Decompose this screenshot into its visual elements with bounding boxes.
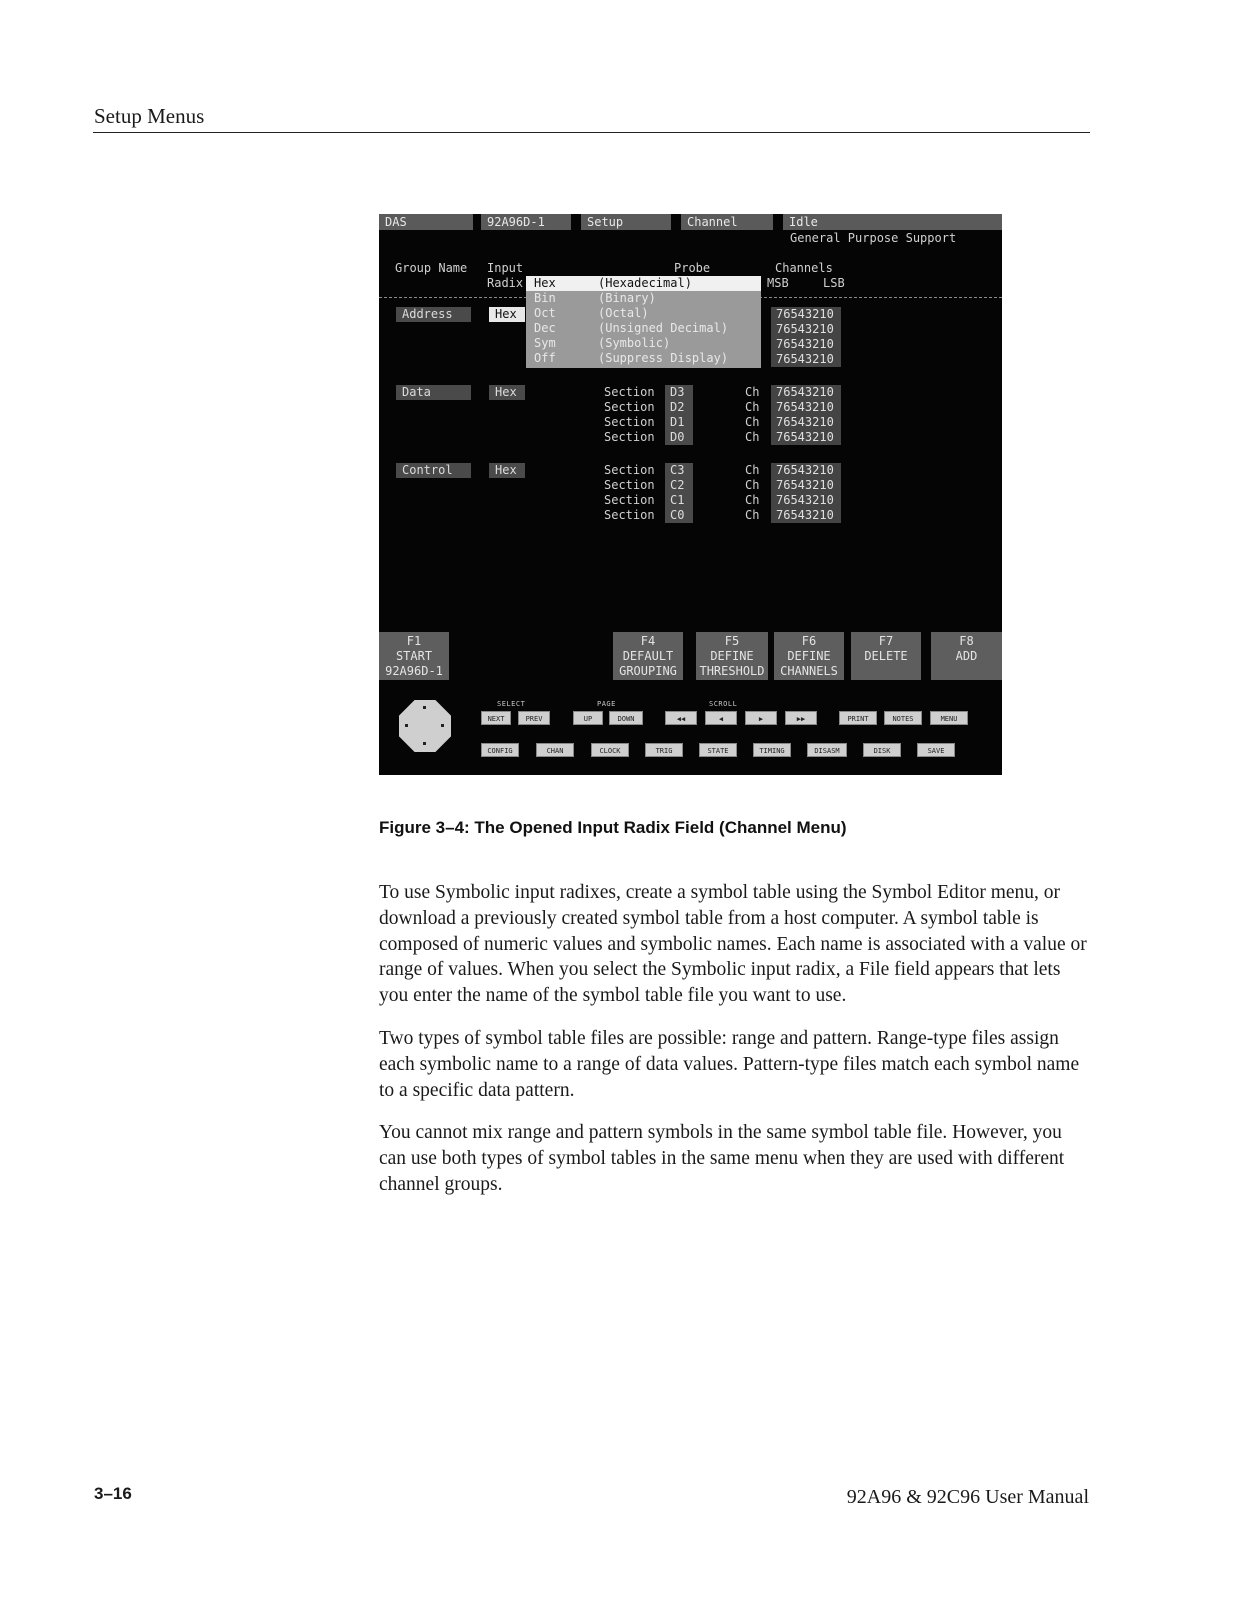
- section-id[interactable]: C1: [665, 493, 693, 508]
- tab-das[interactable]: DAS: [379, 214, 473, 230]
- ch-label: Ch: [745, 493, 760, 507]
- screen-capture: [379, 214, 1002, 775]
- down-key[interactable]: DOWN: [609, 711, 643, 725]
- f8-add-button[interactable]: F8 ADD: [931, 632, 1002, 680]
- section-label: Section: [604, 385, 655, 399]
- select-group-label: SELECT: [497, 700, 526, 708]
- header-rule: [93, 132, 1090, 133]
- radix-dropdown[interactable]: [526, 276, 761, 368]
- ch-label: Ch: [745, 430, 760, 444]
- channel-bits[interactable]: 76543210: [771, 352, 841, 367]
- col-channels: Channels: [775, 261, 833, 275]
- scroll-group-label: SCROLL: [709, 700, 738, 708]
- f7-delete-button[interactable]: F7 DELETE: [851, 632, 921, 680]
- channel-bits[interactable]: 76543210: [771, 508, 841, 523]
- manual-title: 92A96 & 92C96 User Manual: [846, 1486, 1089, 1508]
- ch-label: Ch: [745, 478, 760, 492]
- running-header: Setup Menus: [94, 104, 205, 128]
- section-id[interactable]: D1: [665, 415, 693, 430]
- scroll-left-key[interactable]: ◀: [705, 711, 737, 725]
- section-label: Section: [604, 430, 655, 444]
- radix-option-bin[interactable]: Bin (Binary): [534, 291, 656, 305]
- col-input: Input: [487, 261, 524, 275]
- group-name-data[interactable]: Data: [396, 385, 471, 400]
- channel-bits[interactable]: 76543210: [771, 385, 841, 400]
- group-name-control[interactable]: Control: [396, 463, 471, 478]
- section-id[interactable]: C0: [665, 508, 693, 523]
- section-id[interactable]: D3: [665, 385, 693, 400]
- up-key[interactable]: UP: [573, 711, 603, 725]
- channel-bits[interactable]: 76543210: [771, 337, 841, 352]
- channel-bits[interactable]: 76543210: [771, 322, 841, 337]
- paragraph: You cannot mix range and pattern symbols in the same symbol table file. However, you can use both types of symbol tables in the same menu when they are used with different channel groups.: [379, 1122, 1065, 1195]
- f6-define-channels-button[interactable]: F6 DEFINE CHANNELS: [774, 632, 844, 680]
- ch-label: Ch: [745, 508, 760, 522]
- channel-bits[interactable]: 76543210: [771, 400, 841, 415]
- config-key[interactable]: CONFIG: [481, 743, 519, 757]
- page-group-label: PAGE: [597, 700, 616, 708]
- timing-key[interactable]: TIMING: [753, 743, 791, 757]
- channel-bits[interactable]: 76543210: [771, 415, 841, 430]
- col-probe: Probe: [674, 261, 711, 275]
- ch-label: Ch: [745, 415, 760, 429]
- radix-option-sym[interactable]: Sym (Symbolic): [534, 336, 671, 350]
- ch-label: Ch: [745, 463, 760, 477]
- section-label: Section: [604, 478, 655, 492]
- radix-field-address[interactable]: Hex: [489, 307, 525, 322]
- f1-start-button[interactable]: F1 START 92A96D-1: [379, 632, 449, 680]
- notes-key[interactable]: NOTES: [884, 711, 922, 725]
- col-lsb: LSB: [823, 276, 845, 290]
- print-key[interactable]: PRINT: [839, 711, 877, 725]
- paragraph: To use Symbolic input radixes, create a symbol table using the Symbol Editor menu, or download a previously created symbol table from a host computer. A symbol table is composed of numeric values and symbolic names. Each name is associated with a value or range of values. When you select the Symbolic input radix, a File field appears that lets you enter the name of the symbol table file you want to use.: [379, 882, 1087, 1007]
- scroll-right-key[interactable]: ▶: [745, 711, 777, 725]
- radix-option-dec[interactable]: Dec (Unsigned Decimal): [534, 321, 729, 335]
- clock-key[interactable]: CLOCK: [591, 743, 629, 757]
- page-number: 3–16: [94, 1484, 132, 1503]
- col-msb: MSB: [767, 276, 789, 290]
- section-label: Section: [604, 415, 655, 429]
- tab-module[interactable]: 92A96D-1: [481, 214, 571, 230]
- section-label: Section: [604, 463, 655, 477]
- section-id[interactable]: D2: [665, 400, 693, 415]
- f5-define-threshold-button[interactable]: F5 DEFINE THRESHOLD: [696, 632, 768, 680]
- disk-key[interactable]: DISK: [863, 743, 901, 757]
- channel-bits[interactable]: 76543210: [771, 430, 841, 445]
- scroll-fast-right-key[interactable]: ▶▶: [785, 711, 817, 725]
- disasm-key[interactable]: DISASM: [807, 743, 847, 757]
- section-id[interactable]: C2: [665, 478, 693, 493]
- radix-option-oct[interactable]: Oct (Octal): [534, 306, 649, 320]
- chan-key[interactable]: CHAN: [536, 743, 574, 757]
- prev-key[interactable]: PREV: [518, 711, 550, 725]
- next-key[interactable]: NEXT: [481, 711, 511, 725]
- channel-bits[interactable]: 76543210: [771, 307, 841, 322]
- state-key[interactable]: STATE: [699, 743, 737, 757]
- body-text: [379, 880, 1089, 1215]
- scroll-fast-left-key[interactable]: ◀◀: [665, 711, 697, 725]
- status-line: General Purpose Support: [790, 231, 957, 245]
- col-group-name: Group Name: [395, 261, 468, 275]
- section-id[interactable]: C3: [665, 463, 693, 478]
- save-key[interactable]: SAVE: [917, 743, 955, 757]
- section-label: Section: [604, 400, 655, 414]
- paragraph: Two types of symbol table files are possible: range and pattern. Range-type files assign each symbolic name to a range of data values. Pattern-type files match each symbol name to a specific data pattern.: [379, 1027, 1080, 1101]
- navigation-pad-icon[interactable]: [399, 700, 451, 752]
- channel-bits[interactable]: 76543210: [771, 463, 841, 478]
- figure-caption: Figure 3–4: The Opened Input Radix Field (Channel Menu): [379, 818, 847, 837]
- channel-bits[interactable]: 76543210: [771, 493, 841, 508]
- radix-field-data[interactable]: Hex: [489, 385, 525, 400]
- tab-idle[interactable]: Idle: [783, 214, 1002, 230]
- menu-key[interactable]: MENU: [930, 711, 968, 725]
- col-radix: Radix: [487, 276, 524, 290]
- tab-setup[interactable]: Setup: [581, 214, 671, 230]
- ch-label: Ch: [745, 400, 760, 414]
- radix-option-hex[interactable]: Hex (Hexadecimal): [526, 276, 761, 291]
- ch-label: Ch: [745, 385, 760, 399]
- trig-key[interactable]: TRIG: [645, 743, 683, 757]
- f4-default-grouping-button[interactable]: F4 DEFAULT GROUPING: [613, 632, 683, 680]
- section-label: Section: [604, 508, 655, 522]
- radix-option-off[interactable]: Off (Suppress Display): [534, 351, 729, 365]
- tab-channel[interactable]: Channel: [681, 214, 773, 230]
- group-name-address[interactable]: Address: [396, 307, 471, 322]
- section-id[interactable]: D0: [665, 430, 693, 445]
- section-label: Section: [604, 493, 655, 507]
- channel-bits[interactable]: 76543210: [771, 478, 841, 493]
- radix-field-control[interactable]: Hex: [489, 463, 525, 478]
